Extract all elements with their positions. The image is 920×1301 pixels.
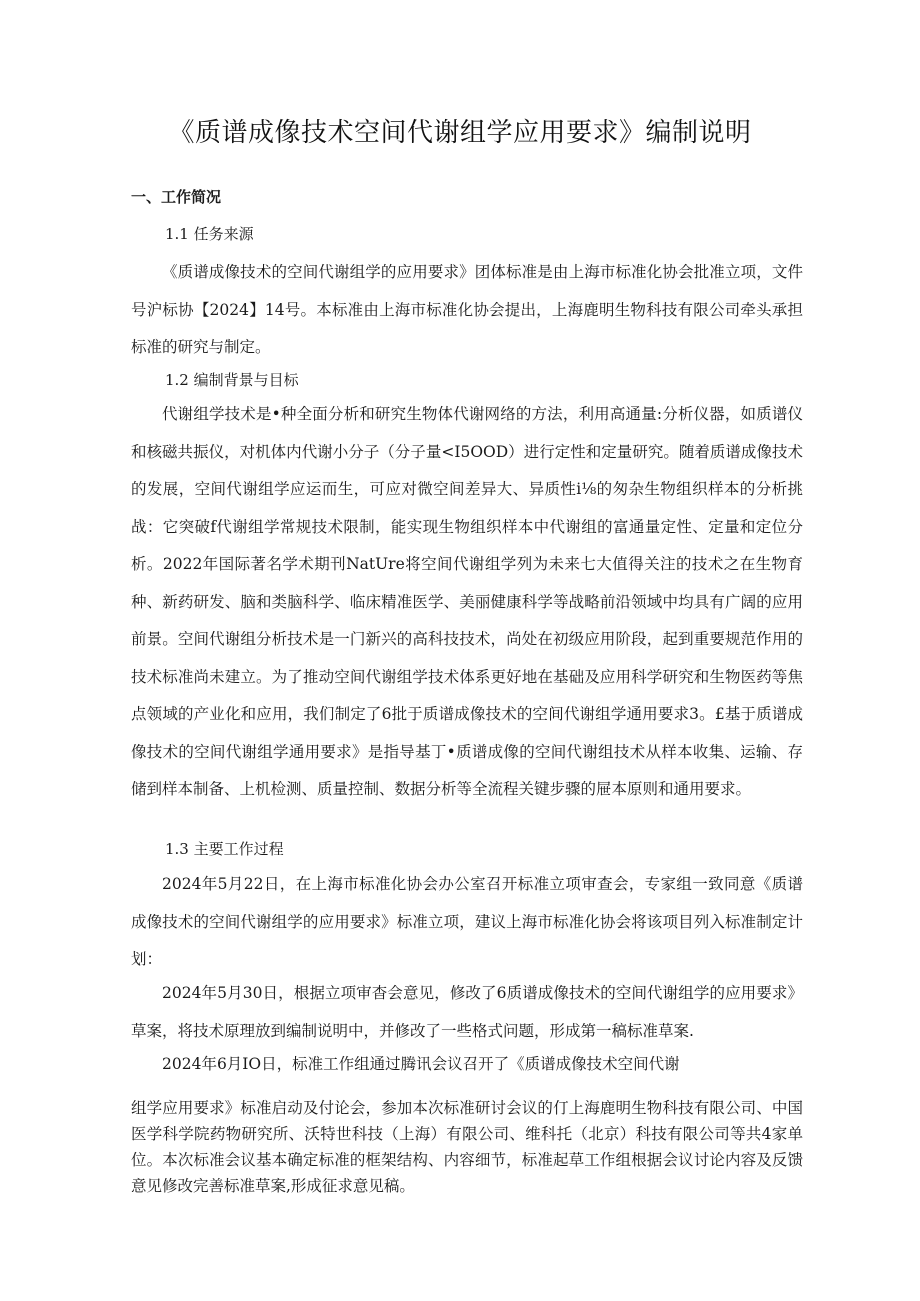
paragraph-process-may22: 2024年5月22日，在上海市标准化协会办公室召开标准立项审查会，专家组一致同意《质谱成像技术的空间代谢组学的应用要求》标准立项，建议上海市标准化协会将该项目列入标准制定计划： <box>131 875 803 968</box>
paragraph-process-meeting: 组学应用要求》标准启动及付论会，参加本次标准研讨会议的仃上海鹿明生物科技有限公司、中国医学科学院药物研究所、沃特世科技（上海）有限公司、维科托（北京）科技有限公司等共4家单位。本次标准会议基本确定标准的框架结构、内容细节，标准起草工作组根据会议讨论内容及反馈意见修改完善标准草案,形成征求意见稿。 <box>131 1099 803 1195</box>
paragraph-process-june10: 2024年6月IO日，标准工作组通过腾讯会议召开了《质谱成像技术空间代谢 <box>162 1055 680 1073</box>
subsection-heading-background: 1.2 编制背景与目标 <box>165 371 299 389</box>
section-heading-work-overview: 一、工作简况 <box>131 188 222 206</box>
document-title: 《质谱成像技术空间代谢组学应用要求》编制说明 <box>168 118 752 148</box>
paragraph-background: 代谢组学技术是•种全面分析和研究生物体代谢网络的方法，利用高通量:分析仪器，如质谱仪和核磁共振仪，对机体内代谢小分子（分子量<I5OOD）进行定性和定量研究。随着质谱成像技术的发展，空间代谢组学应运而生，可应对微空间差异大、异质性i⅛的匆杂生物组织样本的分析挑战：它突破f代谢组学常规技术限制，能实现生物组织样本中代谢组的富通量定性、定量和定位分析。2022年国际著名学术期刊NatUre将空间代谢组学列为未来七大值得关注的技术之在生物育种、新药研发、脑和类脑科学、临床精准医学、美丽健康科学等战略前沿领域中均具有广阔的应用前景。空间代谢组分析技术是一门新兴的高科技技术，尚处在初级应用阶段，起到重要规范作用的技术标准尚未建立。为了推动空间代谢组学技术体系更好地在基础及应用科学研究和生物医药等焦点领域的产业化和应用，我们制定了6批于质谱成像技术的空间代谢组学通用要求3。£基于质谱成像技术的空间代谢组学通用要求》是指导基丁•质谱成像的空间代谢组技术从样本收集、运输、存储到样本制备、上机检测、质量控制、数据分析等全流程关键步骤的屉本原则和通用要求。 <box>131 405 803 798</box>
paragraph-process-may30: 2024年5月30日，根据立项审杳会意见，修改了6质谱成像技术的空间代谢组学的应用要求》草案，将技术原理放到编制说明中，并修改了一些格式问题，形成第一稿标准草案. <box>131 984 803 1040</box>
subsection-heading-work-process: 1.3 主要工作过程 <box>165 840 284 858</box>
paragraph-task-source: 《质谱成像技术的空间代谢组学的应用要求》团体标准是由上海市标准化协会批准立项，文件号沪标协【2024】14号。本标准由上海市标准化协会提出，上海鹿明生物科技有限公司牵头承担标准的研究与制定。 <box>131 263 803 356</box>
subsection-heading-task-source: 1.1 任务来源 <box>165 225 254 243</box>
